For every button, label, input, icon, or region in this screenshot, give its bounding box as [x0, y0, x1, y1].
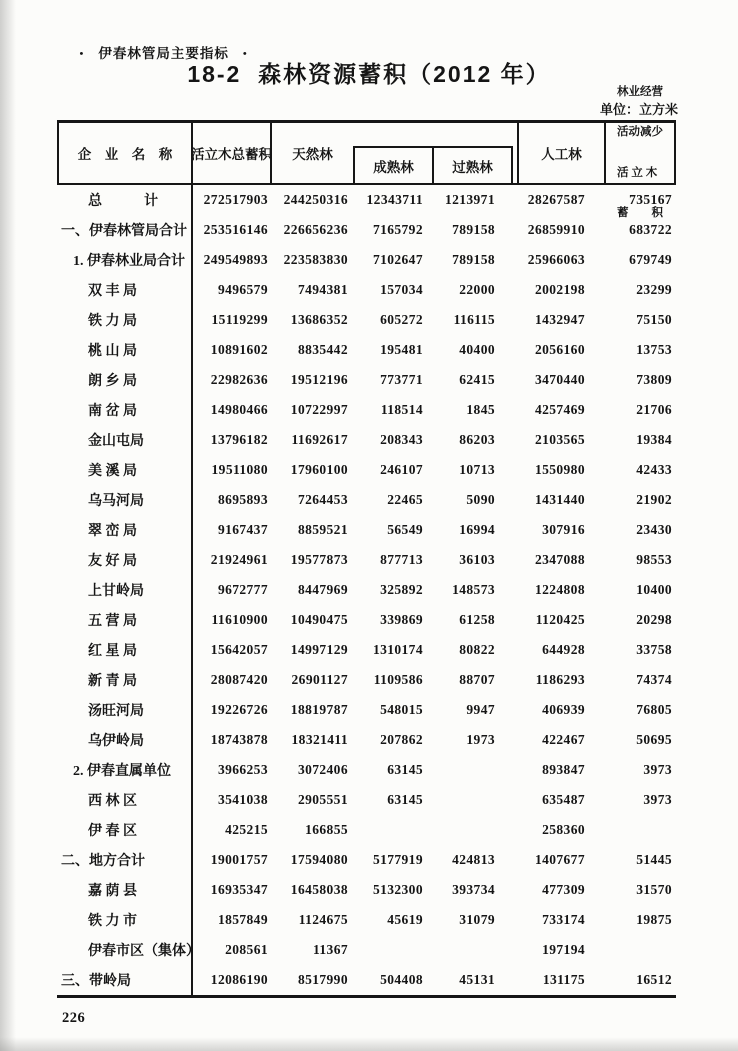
- cell-value: 3541038: [217, 792, 268, 807]
- cell-value: 9496579: [217, 282, 268, 297]
- cell-value: 9672777: [217, 582, 268, 597]
- cell-value: 56549: [387, 522, 423, 537]
- cell-value: 893847: [542, 762, 585, 777]
- cell-value: 14980466: [210, 402, 268, 417]
- cell-value: 11367: [312, 942, 348, 957]
- cell-value: 28087420: [210, 672, 268, 687]
- cell-value: 28267587: [527, 192, 585, 207]
- cell-value: 21706: [636, 402, 672, 417]
- cell-value: 13796182: [210, 432, 268, 447]
- cell-value: 679749: [629, 252, 672, 267]
- table-row: [57, 605, 676, 635]
- cell-value: 42433: [636, 462, 672, 477]
- table-row: [57, 275, 676, 305]
- table-row: [57, 305, 676, 335]
- cell-value: 2905551: [297, 792, 348, 807]
- cell-value: 22982636: [210, 372, 268, 387]
- cell-value: 157034: [380, 282, 423, 297]
- cell-value: 17960100: [290, 462, 348, 477]
- cell-value: 1120425: [535, 612, 585, 627]
- cell-value: 1310174: [372, 642, 423, 657]
- cell-value: 8447969: [297, 582, 348, 597]
- cell-value: 406939: [542, 702, 585, 717]
- cell-value: 8517990: [297, 972, 348, 987]
- table-row: [57, 335, 676, 365]
- cell-value: 18743878: [210, 732, 268, 747]
- row-label: 伊 春 区: [57, 815, 193, 845]
- cell-value: 244250316: [283, 192, 348, 207]
- cell-value: 75150: [636, 312, 672, 327]
- table-row: [57, 755, 676, 785]
- cell-value: 22465: [387, 492, 423, 507]
- cell-value: 26859910: [527, 222, 585, 237]
- cell-value: 249549893: [203, 252, 268, 267]
- cell-value: 18819787: [290, 702, 348, 717]
- cell-value: 733174: [542, 912, 585, 927]
- cell-value: 16935347: [210, 882, 268, 897]
- cell-value: 1973: [466, 732, 495, 747]
- cell-value: 26901127: [291, 672, 348, 687]
- page-number: 226: [62, 1010, 86, 1026]
- cell-value: 19384: [636, 432, 672, 447]
- cell-value: 80822: [459, 642, 495, 657]
- cell-value: 1213971: [444, 192, 495, 207]
- bullet-left-icon: •: [79, 48, 85, 60]
- cell-value: 36103: [459, 552, 495, 567]
- table-row: [57, 635, 676, 665]
- cell-value: 51445: [636, 852, 672, 867]
- cell-value: 45619: [387, 912, 423, 927]
- cell-value: 16512: [636, 972, 672, 987]
- cell-value: 12086190: [210, 972, 268, 987]
- cell-value: 98553: [636, 552, 672, 567]
- cell-value: 74374: [636, 672, 672, 687]
- cell-value: 15119299: [211, 312, 268, 327]
- cell-value: 197194: [542, 942, 585, 957]
- cell-value: 325892: [380, 582, 423, 597]
- row-label: 1. 伊春林业局合计: [57, 245, 193, 275]
- table-row: [57, 395, 676, 425]
- row-label: 乌马河局: [57, 485, 193, 515]
- cell-value: 1431440: [534, 492, 585, 507]
- row-label: 铁 力 市: [57, 905, 193, 935]
- cell-value: 118514: [380, 402, 423, 417]
- cell-value: 9947: [466, 702, 495, 717]
- cell-value: 148573: [452, 582, 495, 597]
- cell-value: 19512196: [290, 372, 348, 387]
- cell-value: 31079: [459, 912, 495, 927]
- cell-value: 877713: [380, 552, 423, 567]
- cell-value: 21924961: [210, 552, 268, 567]
- cell-value: 88707: [459, 672, 495, 687]
- cell-value: 3973: [643, 762, 672, 777]
- unit-note: 单位：立方米: [599, 102, 678, 117]
- table-row: [57, 695, 676, 725]
- table-row: [57, 515, 676, 545]
- cell-value: 307916: [542, 522, 585, 537]
- cell-value: 5177919: [372, 852, 423, 867]
- cell-value: [435, 785, 517, 815]
- cell-value: 14997129: [290, 642, 348, 657]
- cell-value: 208561: [225, 942, 268, 957]
- page-title: 18-2 森林资源蓄积（2012 年）: [187, 61, 551, 87]
- cell-value: 1857849: [217, 912, 268, 927]
- cell-value: 17594080: [290, 852, 348, 867]
- row-label: 翠 峦 局: [57, 515, 193, 545]
- cell-value: 1224808: [534, 582, 585, 597]
- row-label: 红 星 局: [57, 635, 193, 665]
- cell-value: 13753: [636, 342, 672, 357]
- row-label: 五 营 局: [57, 605, 193, 635]
- cell-value: 116115: [453, 312, 495, 327]
- cell-value: 62415: [459, 372, 495, 387]
- row-label: 乌伊岭局: [57, 725, 193, 755]
- cell-value: 23430: [636, 522, 672, 537]
- cell-value: 1845: [466, 402, 495, 417]
- cell-value: 2103565: [534, 432, 585, 447]
- cell-value: 504408: [380, 972, 423, 987]
- cell-value: 789158: [452, 222, 495, 237]
- cell-value: 424813: [452, 852, 495, 867]
- cell-value: 10400: [636, 582, 672, 597]
- cell-value: 131175: [542, 972, 585, 987]
- cell-value: 10722997: [290, 402, 348, 417]
- cell-value: 548015: [380, 702, 423, 717]
- cell-value: 25966063: [527, 252, 585, 267]
- table-row: [57, 665, 676, 695]
- cell-value: 73809: [636, 372, 672, 387]
- row-label: 桃 山 局: [57, 335, 193, 365]
- cell-value: 19001757: [210, 852, 268, 867]
- cell-value: 50695: [636, 732, 672, 747]
- cell-value: 18321411: [291, 732, 348, 747]
- cell-value: 644928: [542, 642, 585, 657]
- row-label: 金山屯局: [57, 425, 193, 455]
- cell-value: 7264453: [297, 492, 348, 507]
- cell-value: 13686352: [290, 312, 348, 327]
- table-row: [57, 185, 676, 215]
- cell-value: 31570: [636, 882, 672, 897]
- cell-value: 605272: [380, 312, 423, 327]
- cell-value: 477309: [542, 882, 585, 897]
- cell-value: 4257469: [534, 402, 585, 417]
- row-label: 2. 伊春直属单位: [57, 755, 193, 785]
- cell-value: 2002198: [534, 282, 585, 297]
- cell-value: 8835442: [297, 342, 348, 357]
- cell-value: 3966253: [217, 762, 268, 777]
- row-label: 一、伊春林管局合计: [57, 215, 193, 245]
- bullet-right-icon: •: [242, 48, 248, 60]
- cell-value: 63145: [387, 792, 423, 807]
- cell-value: 3072406: [297, 762, 348, 777]
- table-body: [57, 185, 676, 998]
- cell-value: 16458038: [290, 882, 348, 897]
- table-row: [57, 365, 676, 395]
- row-label: 南 岔 局: [57, 395, 193, 425]
- cell-value: 11610900: [211, 612, 268, 627]
- cell-value: 40400: [459, 342, 495, 357]
- cell-value: 45131: [459, 972, 495, 987]
- cell-value: 12343711: [366, 192, 423, 207]
- table-row: [57, 425, 676, 455]
- cell-value: 16994: [459, 522, 495, 537]
- header-forestry-reduction-line2: 活动减少: [617, 126, 663, 138]
- cell-value: 8695893: [217, 492, 268, 507]
- cell-value: 2347088: [534, 552, 585, 567]
- cell-value: 86203: [459, 432, 495, 447]
- cell-value: 253516146: [203, 222, 268, 237]
- row-label: 友 好 局: [57, 545, 193, 575]
- table-row: [57, 575, 676, 605]
- cell-value: 1432947: [534, 312, 585, 327]
- cell-value: 2056160: [534, 342, 585, 357]
- cell-value: 19875: [636, 912, 672, 927]
- cell-value: 7494381: [297, 282, 348, 297]
- header-forestry-reduction-line1: 林业经营: [617, 85, 663, 98]
- cell-value: 7102647: [372, 252, 423, 267]
- cell-value: 5132300: [372, 882, 423, 897]
- cell-value: 1550980: [534, 462, 585, 477]
- row-label: 铁 力 局: [57, 305, 193, 335]
- cell-value: 3470440: [534, 372, 585, 387]
- row-label: 新 青 局: [57, 665, 193, 695]
- table-row: [57, 965, 676, 995]
- cell-value: 226656236: [283, 222, 348, 237]
- row-label: 嘉 荫 县: [57, 875, 193, 905]
- cell-value: [435, 755, 517, 785]
- row-label: 双 丰 局: [57, 275, 193, 305]
- cell-value: 246107: [380, 462, 423, 477]
- cell-value: [353, 935, 435, 965]
- table-row: [57, 725, 676, 755]
- cell-value: 7165792: [372, 222, 423, 237]
- table-row: [57, 845, 676, 875]
- cell-value: 76805: [636, 702, 672, 717]
- cell-value: 19577873: [290, 552, 348, 567]
- cell-value: 393734: [452, 882, 495, 897]
- header-enterprise-name: 企 业 名 称: [57, 123, 193, 183]
- cell-value: 1407677: [534, 852, 585, 867]
- cell-value: 1124675: [298, 912, 348, 927]
- table-row: [57, 215, 676, 245]
- cell-value: 63145: [387, 762, 423, 777]
- cell-value: 683722: [629, 222, 672, 237]
- cell-value: 195481: [380, 342, 423, 357]
- cell-value: 208343: [380, 432, 423, 447]
- cell-value: 789158: [452, 252, 495, 267]
- header-mature-forest: 成熟林: [355, 148, 434, 183]
- cell-value: 1109586: [373, 672, 423, 687]
- header-planted-forest: 人工林: [517, 123, 604, 183]
- cell-value: 425215: [225, 822, 268, 837]
- row-label: 汤旺河局: [57, 695, 193, 725]
- table-row: [57, 545, 676, 575]
- cell-value: [604, 815, 676, 845]
- running-header-text: 伊春林管局主要指标: [98, 46, 229, 61]
- cell-value: 207862: [380, 732, 423, 747]
- cell-value: 422467: [542, 732, 585, 747]
- table-row: [57, 245, 676, 275]
- row-label: 总 计: [57, 185, 193, 215]
- cell-value: [353, 815, 435, 845]
- cell-value: 635487: [542, 792, 585, 807]
- cell-value: 20298: [636, 612, 672, 627]
- cell-value: 773771: [380, 372, 423, 387]
- cell-value: 166855: [305, 822, 348, 837]
- table-row: [57, 905, 676, 935]
- cell-value: [604, 935, 676, 965]
- cell-value: 5090: [466, 492, 495, 507]
- table-row: [57, 935, 676, 965]
- header-overmature-forest: 过熟林: [452, 159, 493, 175]
- cell-value: 61258: [459, 612, 495, 627]
- cell-value: 11692617: [291, 432, 348, 447]
- header-natural-forest-subgroup: [353, 146, 513, 183]
- cell-value: 33758: [636, 642, 672, 657]
- cell-value: 223583830: [283, 252, 348, 267]
- header-forestry-reduction-line4: 蓄 积: [617, 207, 663, 219]
- header-total-standing-stock: 活立木总蓄积: [193, 123, 272, 183]
- cell-value: 272517903: [203, 192, 268, 207]
- header-forestry-reduction-line3: 活 立 木: [617, 166, 658, 179]
- cell-value: 258360: [542, 822, 585, 837]
- table-row: [57, 485, 676, 515]
- cell-value: 3973: [643, 792, 672, 807]
- row-label: 二、地方合计: [57, 845, 193, 875]
- row-label: 美 溪 局: [57, 455, 193, 485]
- table-row: [57, 875, 676, 905]
- table-row: [57, 815, 676, 845]
- cell-value: 735167: [629, 192, 672, 207]
- header-natural-forest: 天然林: [292, 147, 333, 162]
- cell-value: 23299: [636, 282, 672, 297]
- cell-value: 8859521: [297, 522, 348, 537]
- row-label: 伊春市区（集体）: [57, 935, 193, 965]
- row-label: 朗 乡 局: [57, 365, 193, 395]
- cell-value: 339869: [380, 612, 423, 627]
- row-label: 西 林 区: [57, 785, 193, 815]
- cell-value: 10713: [459, 462, 495, 477]
- table-row: [57, 455, 676, 485]
- cell-value: 1186293: [535, 672, 585, 687]
- cell-value: 10490475: [290, 612, 348, 627]
- table-row: [57, 785, 676, 815]
- cell-value: 10891602: [210, 342, 268, 357]
- row-label: 上甘岭局: [57, 575, 193, 605]
- cell-value: 9167437: [217, 522, 268, 537]
- cell-value: [435, 935, 517, 965]
- cell-value: 22000: [459, 282, 495, 297]
- cell-value: 21902: [636, 492, 672, 507]
- row-label: 三、带岭局: [57, 965, 193, 995]
- cell-value: 15642057: [210, 642, 268, 657]
- cell-value: 19226726: [210, 702, 268, 717]
- cell-value: [435, 815, 517, 845]
- cell-value: 19511080: [211, 462, 268, 477]
